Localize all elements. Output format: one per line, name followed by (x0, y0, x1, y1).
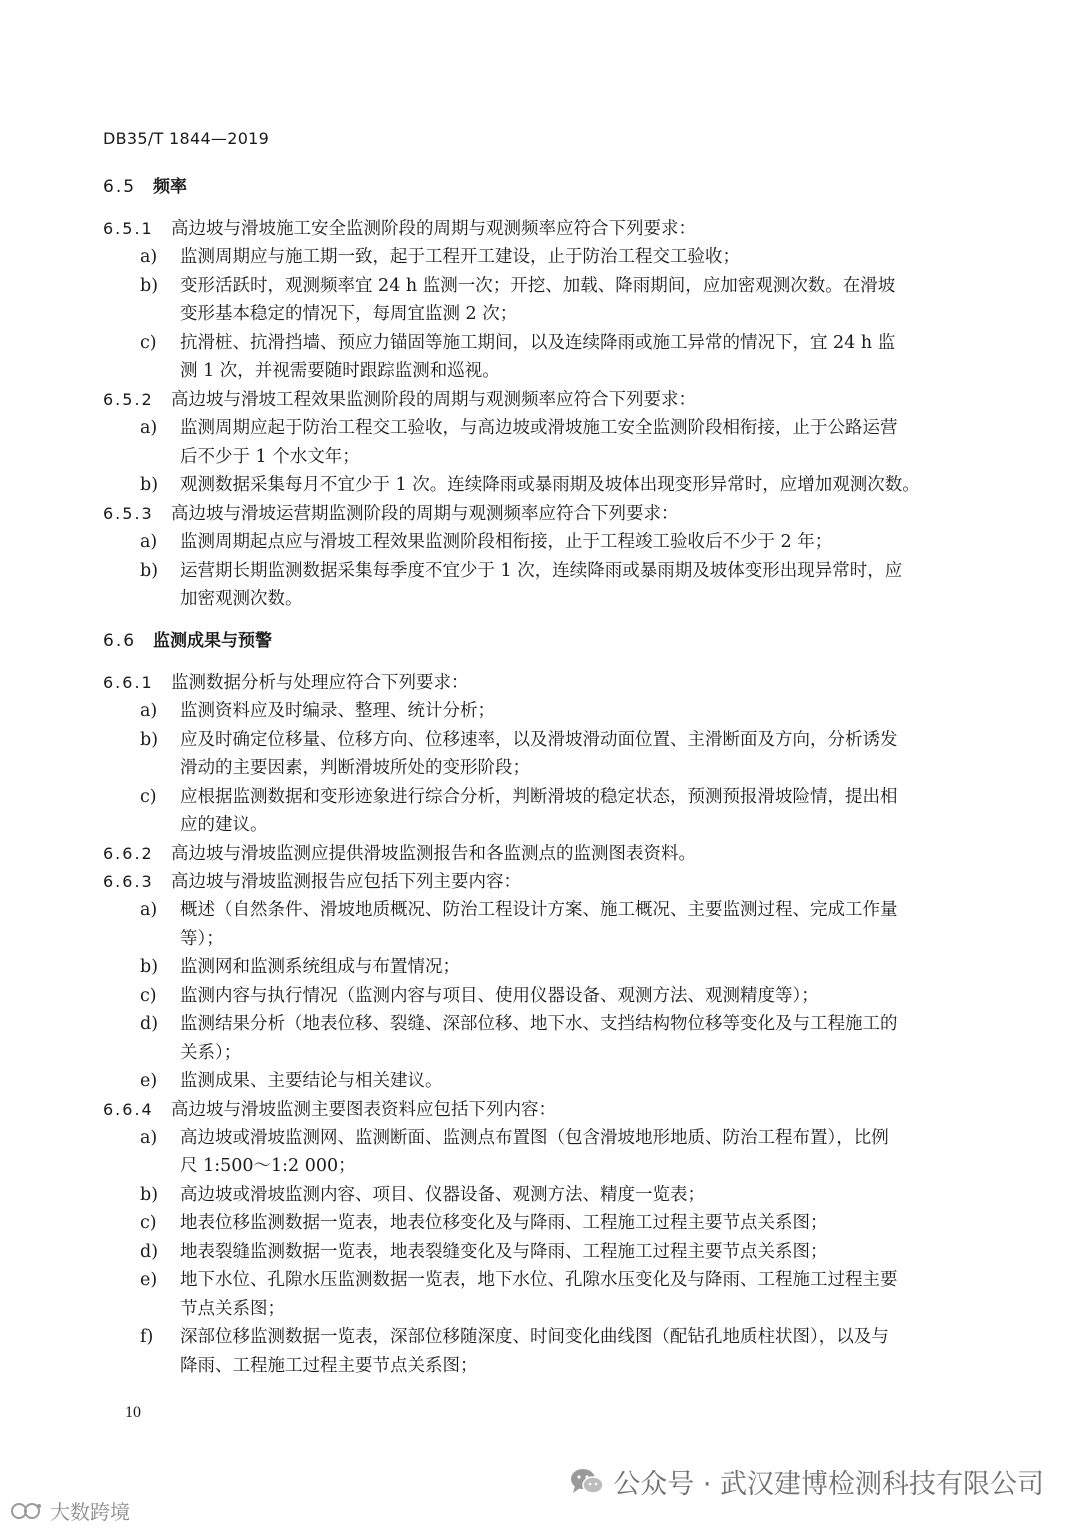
page-number: 10 (125, 1404, 141, 1421)
item-text-continued: 降雨、工程施工过程主要节点关系图； (180, 1356, 478, 1376)
list-item (140, 414, 898, 442)
item-text: 观测数据采集每月不宜少于 1 次。连续降雨或暴雨期及坡体出现变形异常时，应增加观测次数。 (180, 475, 920, 495)
clause-text: 高边坡与滑坡监测主要图表资料应包括下列内容： (171, 1100, 556, 1120)
clause-number: 6.6.3 (103, 872, 154, 891)
item-text: 监测资料应及时编录、整理、统计分析； (180, 701, 495, 721)
item-marker: d) (140, 1014, 159, 1034)
list-item (140, 896, 898, 924)
item-text-continued: 关系）； (180, 1043, 242, 1063)
item-marker: b) (140, 475, 159, 495)
list-item (140, 1010, 898, 1038)
item-text: 监测周期起点应与滑坡工程效果监测阶段相衔接，止于工程竣工验收后不少于 2 年； (180, 532, 833, 552)
item-text-continued: 加密观测次数。 (180, 589, 303, 609)
item-text: 地表裂缝监测数据一览表，地表裂缝变化及与降雨、工程施工过程主要节点关系图； (180, 1242, 828, 1262)
item-text-continued: 变形基本稳定的情况下，每周宜监测 2 次； (180, 304, 518, 324)
item-text: 监测成果、主要结论与相关建议。 (180, 1071, 443, 1091)
list-item (140, 1323, 889, 1351)
wechat-account-name: 公众号 · 武汉建博检测科技有限公司 (613, 1469, 1044, 1500)
item-text-continued: 测 1 次，并视需要随时跟踪监测和巡视。 (180, 361, 500, 381)
clause (103, 840, 696, 868)
item-marker: f) (140, 1327, 154, 1347)
section-number: 6.6 (103, 631, 137, 651)
list-item (140, 726, 898, 754)
clause (103, 868, 521, 896)
item-marker: b) (140, 1185, 159, 1205)
item-text-continued: 应的建议。 (180, 815, 268, 835)
clause-text: 高边坡与滑坡监测报告应包括下列主要内容： (171, 872, 521, 892)
item-marker: a) (140, 418, 158, 438)
clause-text: 高边坡与滑坡监测应提供滑坡监测报告和各监测点的监测图表资料。 (171, 844, 696, 864)
list-item (140, 243, 740, 271)
list-item (140, 1181, 705, 1209)
clause (103, 215, 696, 243)
clause-text: 监测数据分析与处理应符合下列要求： (171, 673, 469, 693)
item-text: 变形活跃时，观测频率宜 24 h 监测一次；开挖、加载、降雨期间，应加密观测次数。在滑坡 (180, 276, 896, 296)
item-text: 应根据监测数据和变形迹象进行综合分析，判断滑坡的稳定状态，预测预报滑坡险情，提出相 (180, 787, 898, 807)
item-text: 监测结果分析（地表位移、裂缝、深部位移、地下水、支挡结构物位移等变化及与工程施工的 (180, 1014, 898, 1034)
section-title: 频率 (153, 177, 187, 197)
item-marker: b) (140, 276, 159, 296)
item-text: 监测周期应起于防治工程交工验收，与高边坡或滑坡施工安全监测阶段相衔接，止于公路运营 (180, 418, 898, 438)
item-text: 监测内容与执行情况（监测内容与项目、使用仪器设备、观测方法、观测精度等）； (180, 986, 819, 1006)
section-number: 6.5 (103, 177, 137, 197)
clause (103, 500, 679, 528)
clause (103, 386, 696, 414)
list-item (140, 528, 832, 556)
clause-text: 高边坡与滑坡运营期监测阶段的周期与观测频率应符合下列要求： (171, 504, 679, 524)
list-item (140, 471, 920, 499)
item-marker: c) (140, 986, 157, 1006)
clause-number: 6.6.2 (103, 844, 154, 863)
item-text: 监测周期应与施工期一致，起于工程开工建设，止于防治工程交工验收； (180, 247, 740, 267)
wechat-account-footer (569, 1462, 1044, 1501)
item-marker: b) (140, 730, 159, 750)
clause-text: 高边坡与滑坡施工安全监测阶段的周期与观测频率应符合下列要求： (171, 219, 696, 239)
clause-text: 高边坡与滑坡工程效果监测阶段的周期与观测频率应符合下列要求： (171, 390, 696, 410)
item-marker: a) (140, 900, 158, 920)
item-text-continued: 尺 1:500～1:2 000； (180, 1156, 356, 1176)
list-item (140, 1266, 898, 1294)
list-item (140, 329, 895, 357)
item-marker: b) (140, 957, 159, 977)
list-item (140, 1238, 828, 1266)
item-text: 高边坡或滑坡监测内容、项目、仪器设备、观测方法、精度一览表； (180, 1185, 705, 1205)
item-text: 地表位移监测数据一览表，地表位移变化及与降雨、工程施工过程主要节点关系图； (180, 1213, 828, 1233)
clause-number: 6.6.1 (103, 673, 154, 692)
item-text: 高边坡或滑坡监测网、监测断面、监测点布置图（包含滑坡地形地质、防治工程布置），比例 (180, 1128, 889, 1148)
list-item (140, 1067, 443, 1095)
corner-brand (10, 1496, 130, 1525)
section-title: 监测成果与预警 (153, 631, 272, 651)
list-item (140, 953, 460, 981)
wechat-icon (569, 1467, 605, 1497)
clause-number: 6.5.1 (103, 219, 154, 238)
list-item (140, 557, 902, 585)
item-marker: e) (140, 1071, 158, 1091)
section-heading (103, 627, 272, 655)
item-text: 运营期长期监测数据采集每季度不宜少于 1 次，连续降雨或暴雨期及坡体变形出现异常时，应 (180, 561, 903, 581)
list-item (140, 1209, 828, 1237)
item-text: 监测网和监测系统组成与布置情况； (180, 957, 460, 977)
item-marker: e) (140, 1270, 158, 1290)
item-marker: d) (140, 1242, 159, 1262)
section-heading (103, 173, 187, 201)
list-item (140, 272, 895, 300)
item-marker: b) (140, 561, 159, 581)
item-marker: a) (140, 701, 158, 721)
item-marker: c) (140, 333, 157, 353)
clause (103, 669, 469, 697)
item-text: 抗滑桩、抗滑挡墙、预应力锚固等施工期间，以及连续降雨或施工异常的情况下，宜 24 h 监 (180, 333, 896, 353)
item-text-continued: 滑动的主要因素，判断滑坡所处的变形阶段； (180, 758, 530, 778)
list-item (140, 982, 819, 1010)
item-marker: a) (140, 1128, 158, 1148)
list-item (140, 697, 495, 725)
item-text: 深部位移监测数据一览表，深部位移随深度、时间变化曲线图（配钻孔地质柱状图），以及与 (180, 1327, 889, 1347)
item-marker: a) (140, 532, 158, 552)
item-text: 应及时确定位移量、位移方向、位移速率，以及滑坡滑动面位置、主滑断面及方向，分析诱发 (180, 730, 898, 750)
clause-number: 6.5.3 (103, 504, 154, 523)
item-marker: a) (140, 247, 158, 267)
item-text-continued: 节点关系图； (180, 1299, 285, 1319)
document-code: DB35/T 1844—2019 (103, 129, 270, 148)
item-text-continued: 等）； (180, 929, 224, 949)
item-marker: c) (140, 787, 157, 807)
item-text: 地下水位、孔隙水压监测数据一览表，地下水位、孔隙水压变化及与降雨、工程施工过程主要 (180, 1270, 898, 1290)
clause-number: 6.5.2 (103, 390, 154, 409)
list-item (140, 783, 898, 811)
list-item (140, 1124, 889, 1152)
clause (103, 1096, 556, 1124)
item-text-continued: 后不少于 1 个水文年； (180, 447, 360, 467)
brand-logo-icon (10, 1500, 44, 1522)
item-text: 概述（自然条件、滑坡地质概况、防治工程设计方案、施工概况、主要监测过程、完成工作量 (180, 900, 898, 920)
item-marker: c) (140, 1213, 157, 1233)
corner-brand-text: 大数跨境 (50, 1500, 130, 1524)
clause-number: 6.6.4 (103, 1100, 154, 1119)
